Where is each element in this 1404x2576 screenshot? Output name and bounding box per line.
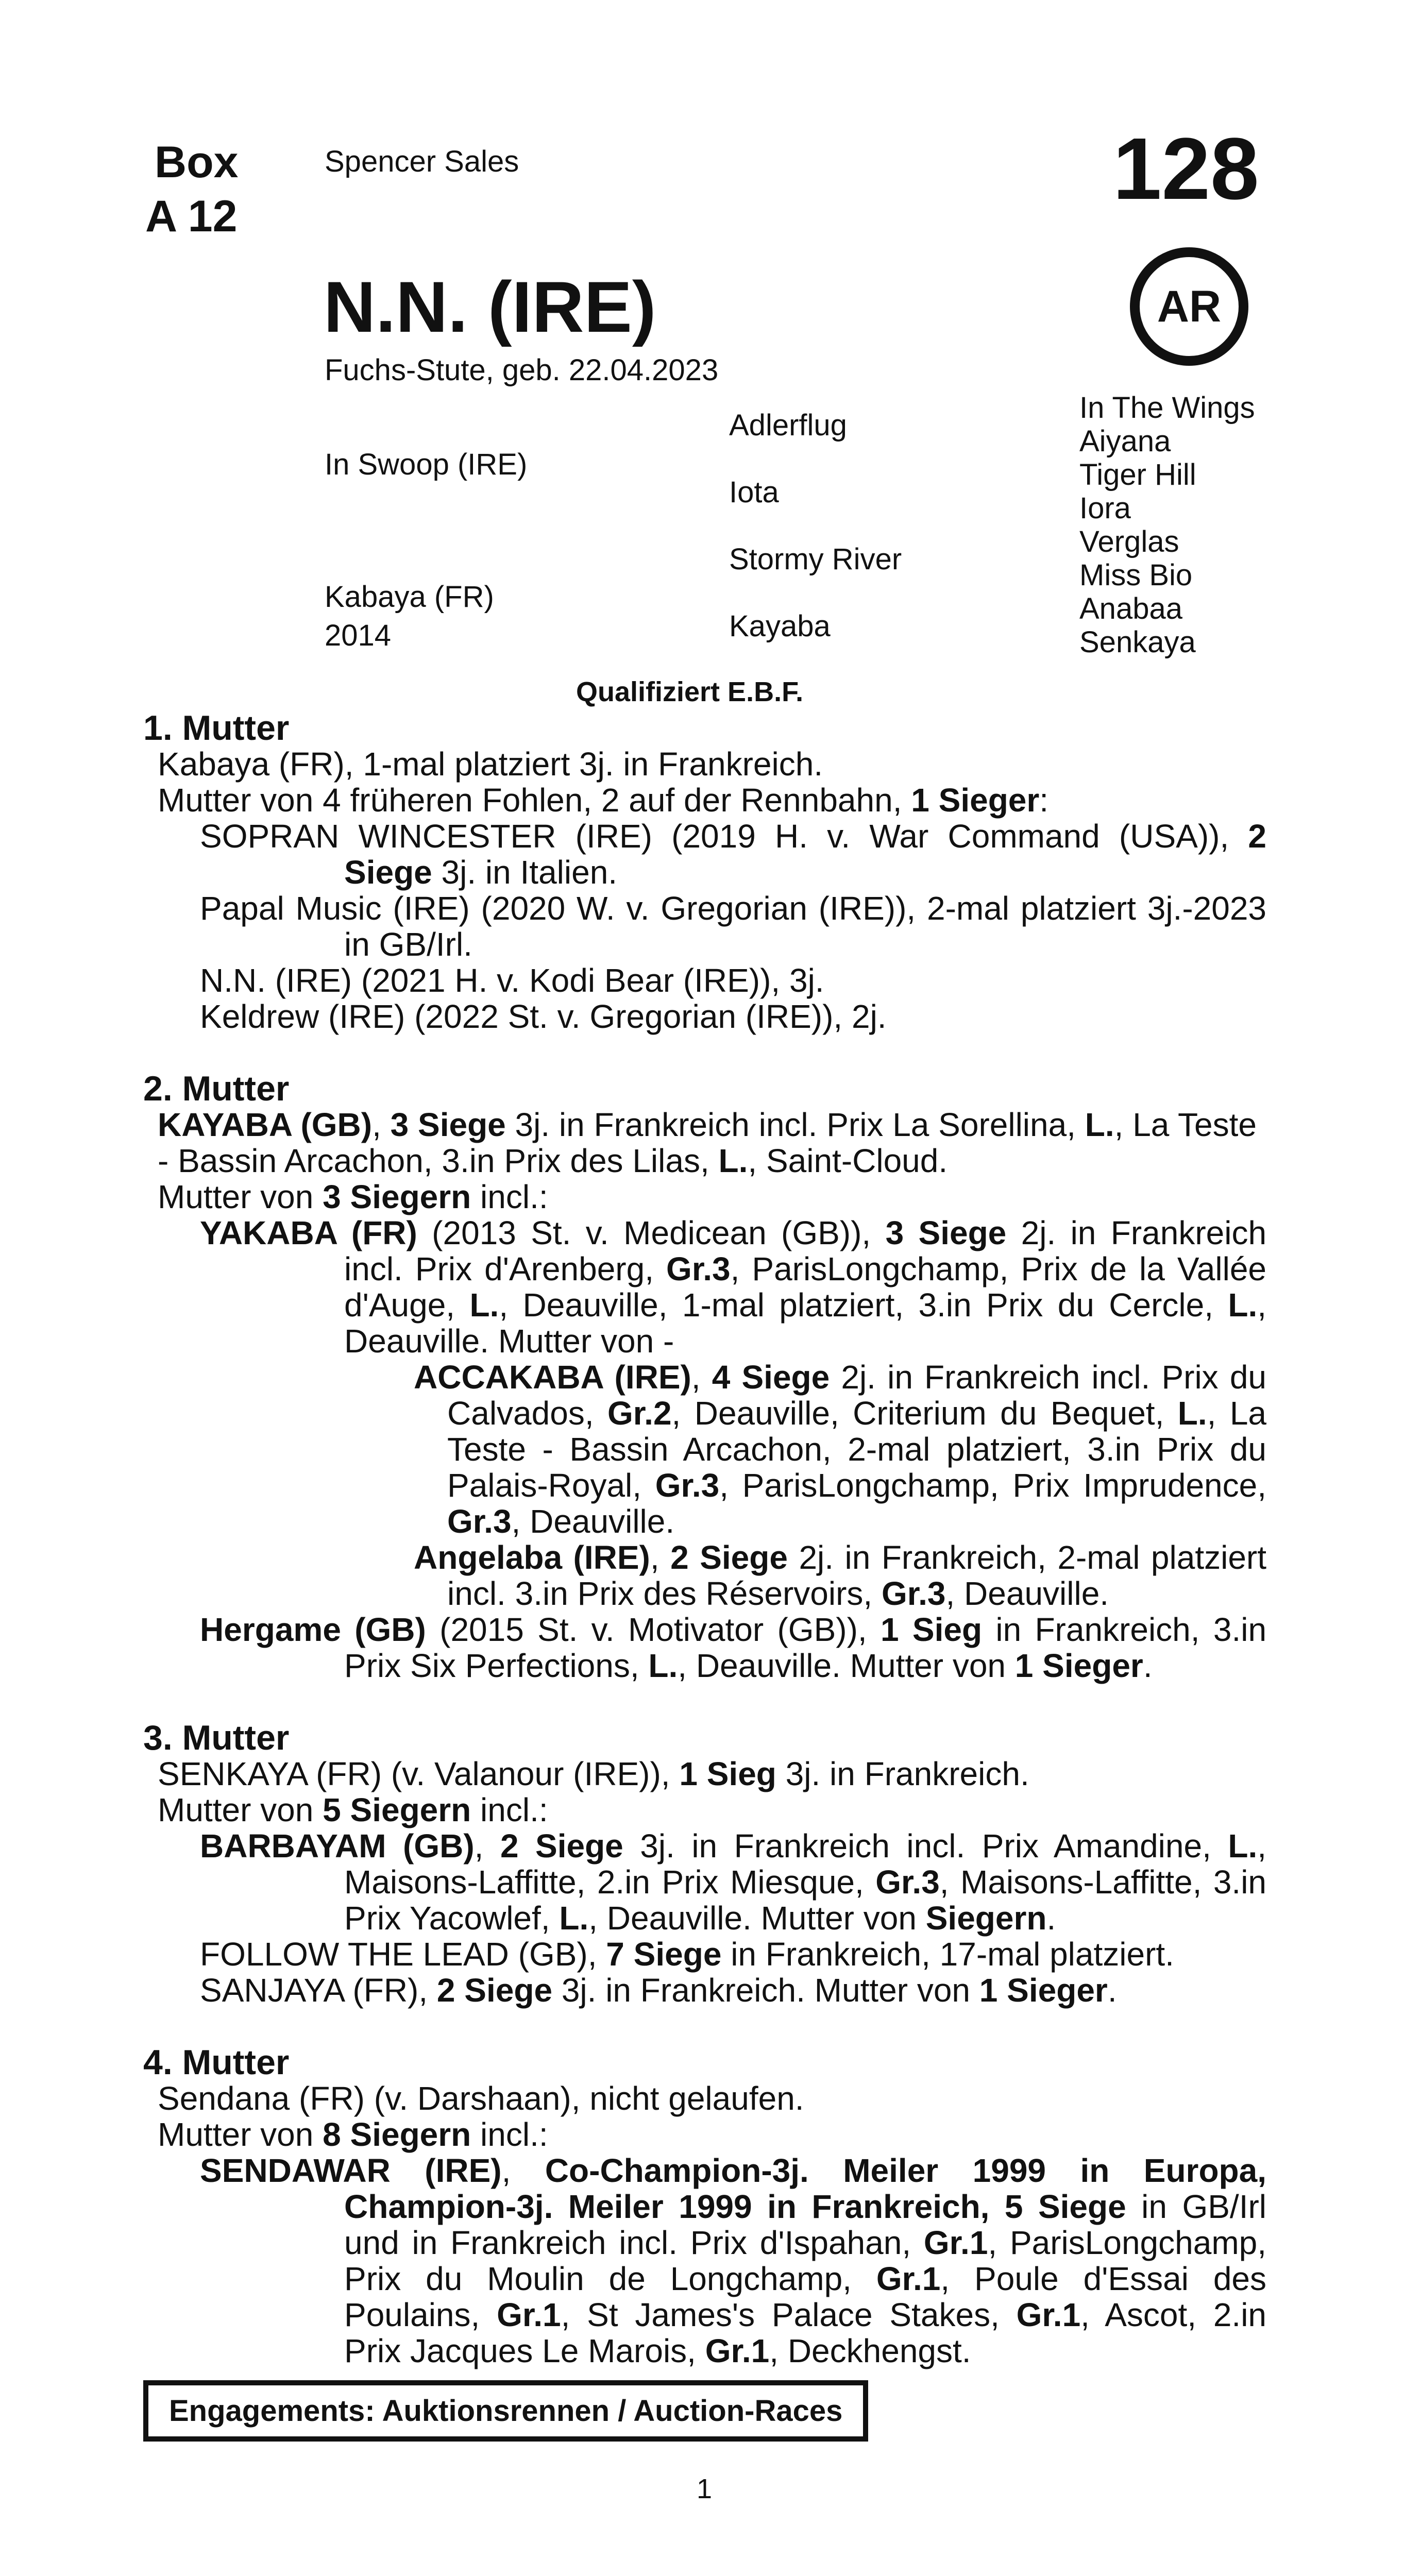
section-1-mutter [143,710,1266,1035]
produce-entry: YAKABA (FR) (2013 St. v. Medicean (GB)), 3 Siege 2j. in Frankreich incl. Prix d'Arenberg, Gr.3, ParisLongchamp, Prix de la Vallée d'Auge, L., Deauville, 1-mal platziert, 3.in Prix du Cercle, L., Deauville. Mutter von - [200,1214,1267,1360]
dam-line: SENKAYA (FR) (v. Valanour (IRE)), 1 Sieg 3j. in Frankreich. [158,1755,1029,1792]
produce-summary: Mutter von 5 Siegern incl.: [158,1791,548,1828]
produce-entry: Keldrew (IRE) (2022 St. v. Gregorian (IRE)), 2j. [200,998,887,1035]
horse-description: Fuchs-Stute, geb. 22.04.2023 [325,353,719,387]
pedigree-grandparent: Adlerflug [729,409,847,442]
pedigree-great-grandparent: In The Wings [1079,391,1255,425]
produce-entry: ACCAKABA (IRE), 4 Siege 2j. in Frankreich incl. Prix du Calvados, Gr.2, Deauville, Criterium du Bequet, L., La Teste - Bassin Arcachon, 2-mal platziert, 3.in Prix du Palais-Royal, Gr.3, ParisLongchamp, Prix Imprudence, Gr.3, Deauville. [414,1359,1267,1540]
section-heading: 4. Mutter [143,2043,290,2082]
section-2-mutter [143,1071,1266,1684]
produce-entry: SANJAYA (FR), 2 Siege 3j. in Frankreich. Mutter von 1 Sieger. [200,1972,1117,2009]
produce-entry: SENDAWAR (IRE), Co-Champion-3j. Meiler 1999 in Europa, Champion-3j. Meiler 1999 in Frankreich, 5 Siege in GB/Irl und in Frankreich incl. Prix d'Ispahan, Gr.1, ParisLongchamp, Prix du Moulin de Longchamp, Gr.1, Poule d'Essai des Poulains, Gr.1, St James's Palace Stakes, Gr.1, Ascot, 2.in Prix Jacques Le Marois, Gr.1, Deckhengst. [200,2152,1267,2369]
pedigree-grandparent: Iota [729,476,779,509]
lot-number: 128 [1113,120,1259,218]
produce-entry: N.N. (IRE) (2021 H. v. Kodi Bear (IRE)), 3j. [200,962,824,999]
dam-line: Sendana (FR) (v. Darshaan), nicht gelaufen. [158,2080,804,2117]
qualification: Qualifiziert E.B.F. [576,676,804,707]
produce-entry: SOPRAN WINCESTER (IRE) (2019 H. v. War Command (USA)), 2 Siege 3j. in Italien. [200,818,1266,891]
section-4-mutter [143,2044,1266,2369]
section-3-mutter [143,1720,1266,2008]
section-heading: 2. Mutter [143,1069,290,1108]
pedigree-dam-year: 2014 [325,619,392,652]
page-number: 1 [697,2473,713,2504]
box-label: Box [155,138,239,187]
produce-entry: Papal Music (IRE) (2020 W. v. Gregorian (IRE)), 2-mal platziert 3j.-2023 in GB/Irl. [200,890,1266,963]
engagements-box: Engagements: Auktionsrennen / Auction-Races [143,2380,868,2442]
ar-badge: AR [1130,247,1248,366]
pedigree-great-grandparent: Anabaa [1079,592,1182,625]
pedigree-great-grandparent: Miss Bio [1079,558,1193,592]
dam-entry: KAYABA (GB), 3 Siege 3j. in Frankreich incl. Prix La Sorellina, L., La Teste - Bassin Arcachon, 3.in Prix des Lilas, L., Saint-Cloud. [158,1106,1257,1179]
pedigree-great-grandparent: Verglas [1079,525,1179,558]
pedigree-great-grandparent: Senkaya [1079,625,1196,659]
horse-name: N.N. (IRE) [324,266,656,347]
section-heading: 3. Mutter [143,1718,290,1757]
box-number: A 12 [145,192,238,241]
produce-entry: BARBAYAM (GB), 2 Siege 3j. in Frankreich incl. Prix Amandine, L., Maisons-Laffitte, 2.in Prix Miesque, Gr.3, Maisons-Laffitte, 3.in Prix Yacowlef, L., Deauville. Mutter von Siegern. [200,1827,1267,1937]
pedigree-great-grandparent: Tiger Hill [1079,458,1196,492]
pedigree-great-grandparent: Iora [1079,492,1131,525]
pedigree-grandparent: Stormy River [729,543,902,576]
section-heading: 1. Mutter [143,708,290,748]
dam-line: Kabaya (FR), 1-mal platziert 3j. in Frankreich. [158,745,823,783]
seller-name: Spencer Sales [325,145,519,178]
produce-summary: Mutter von 3 Siegern incl.: [158,1178,548,1215]
produce-entry: Angelaba (IRE), 2 Siege 2j. in Frankreich, 2-mal platziert incl. 3.in Prix des Réservoirs, Gr.3, Deauville. [414,1539,1266,1612]
catalogue-body [143,710,1266,2405]
pedigree-grandparent: Kayaba [729,609,831,643]
pedigree-great-grandparent: Aiyana [1079,425,1171,458]
pedigree-dam: Kabaya (FR) [325,580,494,614]
produce-entry: FOLLOW THE LEAD (GB), 7 Siege in Frankreich, 17-mal platziert. [200,1936,1174,1973]
produce-summary: Mutter von 4 früheren Fohlen, 2 auf der Rennbahn, 1 Sieger: [158,782,1049,819]
produce-summary: Mutter von 8 Siegern incl.: [158,2116,548,2153]
pedigree-sire: In Swoop (IRE) [325,448,528,481]
produce-entry: Hergame (GB) (2015 St. v. Motivator (GB)), 1 Sieg in Frankreich, 3.in Prix Six Perfections, L., Deauville. Mutter von 1 Sieger. [200,1611,1267,1684]
